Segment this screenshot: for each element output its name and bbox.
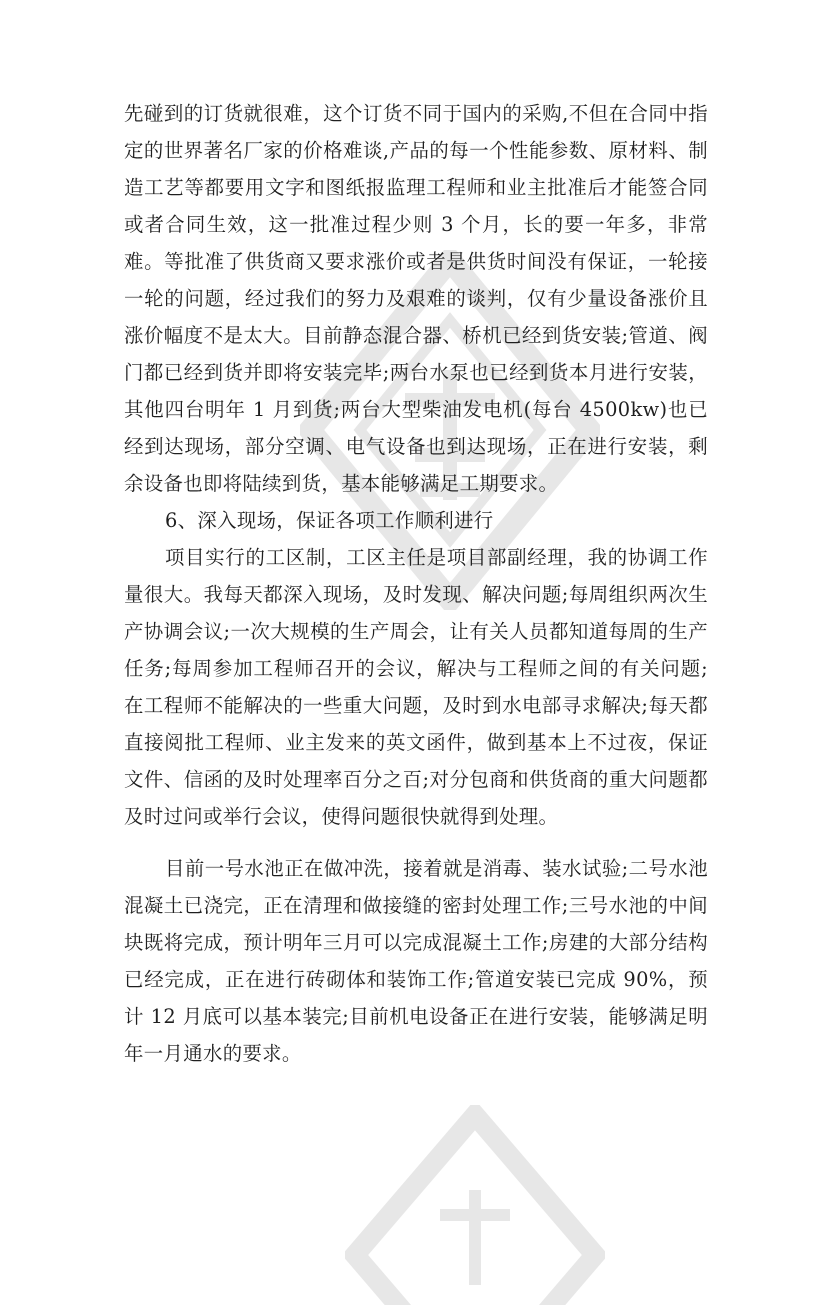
paragraph-equipment-ordering: 先碰到的订货就很难，这个订货不同于国内的采购,不但在合同中指定的世界著名厂家的价格难谈,产品的每一个性能参数、原材料、制造工艺等都要用文字和图纸报监理工程师和业主批准后才能签合同或者合同生效，这一批准过程少则 3 个月，长的要一年多，非常难。等批准了供货商又要求涨价或者是供货时间没有保证，一轮接一轮的问题，经过我们的努力及艰难的谈判，仅有少量设备涨价且涨价幅度不是太大。目前静态混合器、桥机已经到货安装;管道、阀门都已经到货并即将安装完毕;两台水泵也已经到货本月进行安装，其他四台明年 1 月到货;两台大型柴油发电机(每台 4500kw)也已经到达现场，部分空调、电气设备也到达现场，正在进行安装，剩余设备也即将陆续到货，基本能够满足工期要求。 [124, 102, 708, 495]
paragraph-progress-status: 目前一号水池正在做冲洗，接着就是消毒、装水试验;二号水池混凝土已浇完，正在清理和做接缝的密封处理工作;三号水池的中间块既将完成，预计明年三月可以完成混凝土工作;房建的大部分结构已经完成，正在进行砖砌体和装饰工作;管道安装已完成 90%，预计 12 月底可以基本装完;目前机电设备正在进行安装，能够满足明年一月通水的要求。 [124, 857, 708, 1065]
paragraph-site-coordination: 项目实行的工区制，工区主任是项目部副经理，我的协调工作量很大。我每天都深入现场，及时发现、解决问题;每周组织两次生产协调会议;一次大规模的生产周会，让有关人员都知道每周的生产任务;每周参加工程师召开的会议，解决与工程师之间的有关问题;在工程师不能解决的一些重大问题，及时到水电部寻求解决;每天都直接阅批工程师、业主发来的英文函件，做到基本上不过夜，保证文件、信函的及时处理率百分之百;对分包商和供货商的重大问题都及时过问或举行会议，使得问题很快就得到处理。 [124, 546, 708, 828]
watermark-logo-bottom-icon [345, 1105, 605, 1305]
document-body [124, 95, 708, 1072]
section-heading-6: 6、深入现场，保证各项工作顺利进行 [165, 509, 494, 532]
